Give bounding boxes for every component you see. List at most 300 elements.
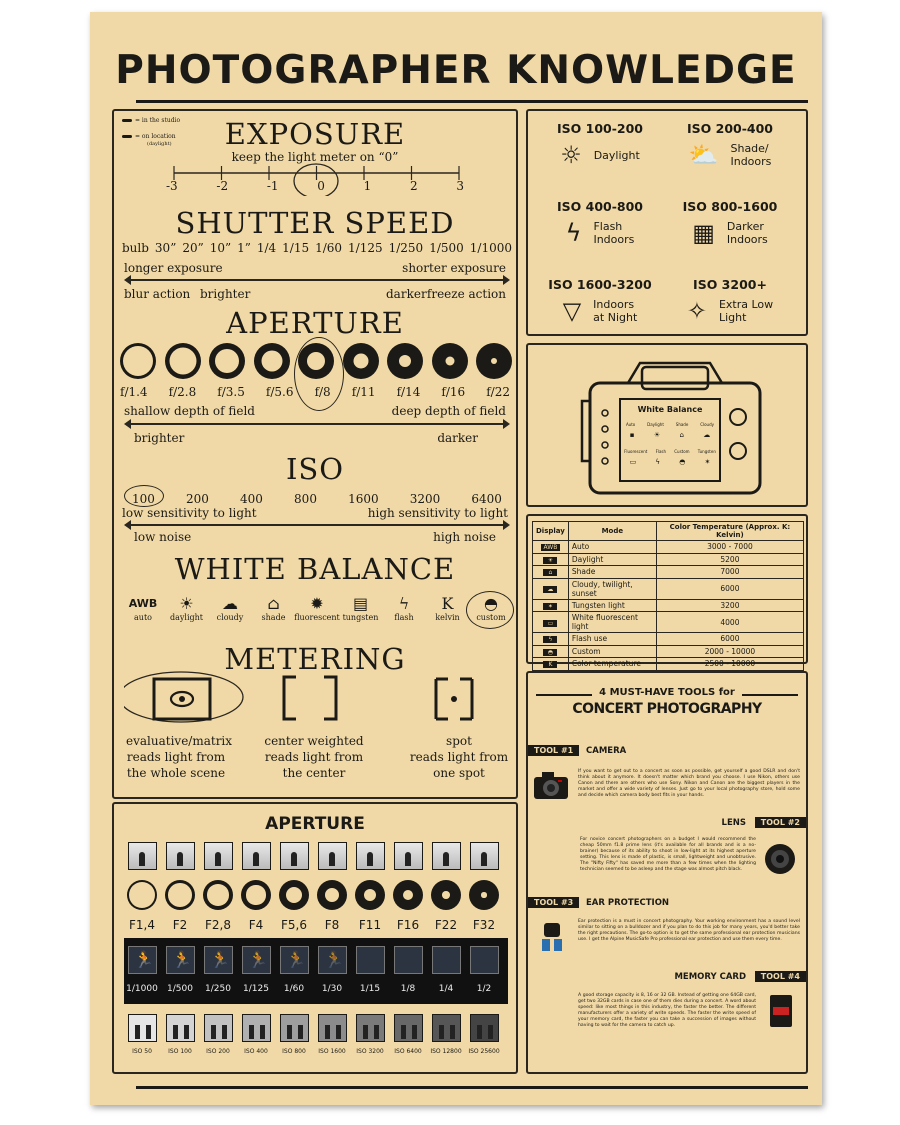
iso-guide-scene	[670, 298, 790, 324]
wb-item-label: kelvin	[435, 613, 460, 622]
camera-screen-label: Daylight	[647, 422, 664, 427]
table-header-row	[533, 522, 804, 541]
table-cell: Color temperature	[568, 658, 656, 671]
shutter-tile	[318, 946, 347, 974]
aperture-circle	[203, 880, 233, 910]
iso-guide-heading: ISO 1600-3200	[548, 277, 652, 292]
iso-arrow	[128, 524, 506, 526]
aperture-f-label: F8	[324, 918, 340, 932]
shutter-value: 30”	[154, 241, 177, 255]
shade-icon: ⌂	[267, 594, 280, 613]
table-cell: 5200	[656, 553, 803, 566]
metering-spot: spot reads light from one spot	[409, 734, 509, 780]
iso-guide-scene-text	[593, 220, 634, 246]
shutter-right-label: shorter exposure	[402, 261, 506, 275]
aperture-opening	[246, 885, 265, 904]
tungsten-icon: ✶	[704, 458, 711, 466]
tool-2-description: For novice concert photographers on a budget I would recommend the cheap 50mm f1.8 prime lens (it's available for all brands and is a no-brainer) because of its ability to shoot in low-light at its highest aperture setting. This lens is made of plastic, is small, lightweight and unobtrusive. The "Nifty Fifty" has saved me more than a few times when the lighting technician seemed to be asleep and the stage was almost pitch black.	[580, 837, 756, 872]
kelvin-icon: K	[543, 661, 557, 668]
camera-row-2-icons	[620, 458, 720, 466]
aperture-f8-ring	[294, 337, 344, 411]
camera-screen-label: Flash	[655, 449, 667, 454]
dof-tile	[242, 842, 271, 870]
iso-tile-label: ISO 25600	[468, 1048, 500, 1055]
aperture-f-label: F5,6	[281, 918, 307, 932]
aperture-f-label: F4	[248, 918, 264, 932]
shutter-label: 1/60	[283, 984, 305, 994]
aperture-circle	[431, 880, 461, 910]
tool-4-description: A good storage capacity is 8, 16 or 32 GB. Instead of getting one 64GB card, get two 32GB cards in case one of them dies during a concert. A word about speed: like most things in this industry, the faster the better. The different manufacturers offer a variety of write speeds. The faster the write speed of your memory card, the faster you can take a succession of images without having to wait for the camera to catch up.	[578, 993, 756, 1028]
exposure-tick: -3	[166, 179, 178, 193]
wb-item	[338, 595, 384, 622]
aperture-circle	[165, 880, 195, 910]
table-cell	[533, 633, 569, 646]
aperture-blade-icon	[118, 341, 158, 381]
table-cell	[533, 578, 569, 599]
table-cell: 2500 - 10000	[656, 658, 803, 671]
iso-guide-item	[670, 121, 790, 168]
iso-guide-scene-text	[727, 220, 768, 246]
shutter-value: 1/15	[282, 241, 310, 255]
aperture-value: f/3.5	[217, 385, 245, 399]
custom-ring	[466, 591, 514, 629]
legend-location: = on location	[122, 133, 176, 140]
metering-evaluative: evaluative/matrix reads light from the whole scene	[126, 734, 233, 780]
dof-tile	[280, 842, 309, 870]
aperture-circle	[127, 880, 157, 910]
iso-guide-scene-line: Daylight	[593, 148, 640, 162]
iso-100-ring	[124, 485, 164, 507]
iso-tile-label: ISO 200	[206, 1048, 230, 1055]
fluorescent-icon: ▭	[543, 620, 557, 627]
title-rule	[136, 100, 808, 103]
iso-tile-label: ISO 400	[244, 1048, 268, 1055]
iso-value: 100	[132, 492, 155, 506]
aperture-circle	[279, 880, 309, 910]
iso-tile	[204, 1014, 233, 1042]
dof-tile	[204, 842, 233, 870]
shutter-label: 1/8	[400, 984, 416, 994]
wb-item	[251, 595, 297, 622]
person-icon	[367, 852, 373, 866]
daylight-icon: ☀	[179, 594, 194, 613]
shutter-label: 1/4	[438, 984, 454, 994]
exposure-title: EXPOSURE	[224, 117, 406, 151]
dof-tile	[166, 842, 195, 870]
tool-3-name: EAR PROTECTION	[586, 898, 670, 908]
iso-value: 1600	[348, 492, 379, 506]
cloud-icon: ☁	[703, 431, 711, 439]
camera-row-2	[620, 449, 720, 454]
shutter-title: SHUTTER SPEED	[175, 206, 455, 240]
table-row	[533, 578, 804, 599]
iso-guide-heading: ISO 400-800	[556, 199, 643, 214]
cloudy-icon: ☁	[543, 586, 557, 593]
iso-guide-item	[670, 199, 790, 246]
iso-guide-scene	[670, 220, 790, 246]
runner-icon: 🏃	[172, 950, 192, 969]
people-icon	[477, 1025, 493, 1039]
people-icon	[249, 1025, 265, 1039]
tool-1-description: If you want to get out to a concert as soon as possible, get yourself a good DSLR and don't think about it anymore. It doesn't matter which brand you choose. I use Nikon, others use Canon and there are others who use Sony. Nikon and Canon are the biggest players in the market and offer a wide variety of lenses. Just go to your local photography store, hold some and decide which camera body best fits in your hands.	[578, 769, 800, 798]
aperture-circle	[393, 880, 423, 910]
iso-guide-scene-line: at Night	[593, 311, 638, 324]
shutter-values	[122, 241, 512, 255]
custom-icon: ◓	[543, 649, 557, 656]
ear-protection-icon	[538, 919, 568, 955]
aperture-opening	[403, 890, 413, 900]
shutter-value: 1/250	[388, 241, 424, 255]
camera-screen-label: Auto	[625, 422, 636, 427]
shutter-value: 1/125	[348, 241, 383, 255]
shutter-tile	[356, 946, 385, 974]
aperture-value: f/11	[351, 385, 376, 399]
table-cell	[533, 645, 569, 658]
aperture-opening	[207, 884, 228, 905]
iso-low-noise: low noise	[134, 530, 192, 544]
exposure-tick: -2	[216, 179, 229, 193]
iso-guide-scene-text	[593, 298, 637, 324]
aperture-f-labels	[114, 918, 520, 934]
aperture-blade-icon	[252, 341, 292, 381]
depth-of-field-tiles	[114, 842, 520, 874]
shutter-label: 1/30	[321, 984, 343, 994]
iso-tile	[394, 1014, 423, 1042]
tool-1-name: CAMERA	[586, 746, 627, 756]
metering-center: center weighted reads light from the center	[264, 734, 364, 780]
aperture-opening	[325, 888, 340, 903]
shutter-tile	[280, 946, 309, 974]
runner-icon: 🏃	[248, 950, 268, 969]
iso-guide-item	[670, 277, 790, 324]
wb-item	[381, 595, 427, 622]
iso-guide-scene-line: Shade/	[730, 142, 769, 155]
shutter-labels	[114, 984, 520, 998]
iso-guide-scene-line: Extra Low	[718, 298, 774, 311]
shutter-label: 1/2	[476, 984, 492, 994]
legend-daylight: (daylight)	[147, 141, 172, 147]
iso-guide-panel	[526, 109, 808, 336]
table-cell	[533, 599, 569, 612]
indoor-icon: ▦	[692, 219, 715, 247]
dof-tile	[318, 842, 347, 870]
shutter-tile	[166, 946, 195, 974]
iso-guide-scene	[540, 220, 660, 246]
aperture-blade-icon	[385, 341, 425, 381]
concert-panel	[526, 671, 808, 1074]
shutter-tile	[128, 946, 157, 974]
aperture-value: f/1.4	[120, 385, 148, 399]
spotlight-icon: ▽	[562, 297, 582, 325]
aperture-f-label: F2	[172, 918, 188, 932]
iso-value: 3200	[409, 492, 441, 506]
person-icon	[443, 852, 449, 866]
people-icon	[135, 1025, 151, 1039]
kelvin-icon: K	[441, 594, 454, 613]
table-cell: Auto	[568, 541, 656, 554]
aperture-value: f/14	[396, 385, 421, 399]
people-icon	[363, 1025, 379, 1039]
exposure-ticks	[166, 179, 464, 193]
aperture-title: APERTURE	[226, 306, 404, 340]
iso-tile-label: ISO 3200	[356, 1048, 384, 1055]
metering-icons	[124, 671, 514, 731]
runner-icon: 🏃	[134, 950, 154, 969]
concert-heading-2: CONCERT PHOTOGRAPHY	[572, 701, 762, 717]
iso-guide-scene-text	[594, 149, 640, 162]
iso-tile	[166, 1014, 195, 1042]
wb-item	[164, 595, 210, 622]
aperture-opening	[129, 882, 155, 908]
iso-tile-label: ISO 50	[132, 1048, 152, 1055]
camera-screen-label: Fluorescent	[624, 449, 648, 454]
aperture-value: f/2.8	[168, 385, 197, 399]
table-cell: Cloudy, twilight, sunset	[568, 578, 656, 599]
iso-guide-heading: ISO 100-200	[556, 121, 643, 136]
iso-tile	[280, 1014, 309, 1042]
table-cell	[533, 541, 569, 554]
cloudy-icon: ☁	[222, 594, 238, 613]
iso-title: ISO	[285, 452, 345, 486]
custom-icon: ◓	[484, 594, 498, 613]
wb-item-label: flash	[394, 613, 414, 622]
aperture-f-label: F11	[358, 918, 382, 932]
flash-icon: ϟ	[543, 636, 557, 643]
aperture-blade-icon	[430, 341, 470, 381]
iso-guide-scene-line: Indoors	[730, 155, 772, 168]
aperture-circle	[241, 880, 271, 910]
iso-value: 800	[294, 492, 317, 506]
iso-guide-scene-line: Indoors	[593, 298, 635, 311]
table-cell	[533, 658, 569, 671]
camera-screen-title: White Balance	[637, 405, 703, 414]
camera-panel	[526, 343, 808, 507]
runner-icon: 🏃	[324, 950, 344, 969]
table-header-cell: Mode	[568, 522, 656, 541]
shutter-value: bulb	[122, 241, 149, 255]
lens-icon	[762, 841, 798, 877]
awb-icon: ▪	[629, 431, 635, 439]
shutter-freeze: freeze action	[426, 287, 506, 301]
aperture-opening	[481, 892, 486, 897]
table-cell: Daylight	[568, 553, 656, 566]
shutter-value: 10”	[209, 241, 232, 255]
table-cell: 7000	[656, 566, 803, 579]
table-cell: Tungsten light	[568, 599, 656, 612]
aperture-f-label: F32	[472, 918, 496, 932]
table-row	[533, 541, 804, 554]
shutter-value: 1/1000	[469, 241, 512, 255]
shutter-label: 1/250	[205, 984, 231, 994]
camera-icon	[532, 769, 570, 803]
table-cell: 2000 - 10000	[656, 645, 803, 658]
table-cell: Shade	[568, 566, 656, 579]
metering-title: METERING	[224, 642, 406, 676]
exposure-tick: 2	[409, 179, 418, 193]
shutter-label: 1/15	[359, 984, 381, 994]
memory-card-icon	[768, 993, 794, 1029]
page-title: PHOTOGRAPHER KNOWLEDGE	[115, 48, 797, 93]
camera-row-1	[620, 422, 720, 427]
iso-tile-label: ISO 1600	[318, 1048, 346, 1055]
table-cell: 6000	[656, 633, 803, 646]
people-icon	[211, 1025, 227, 1039]
iso-value: 6400	[471, 492, 502, 506]
legend-studio: = in the studio	[122, 117, 180, 124]
person-icon	[291, 852, 297, 866]
table-row	[533, 645, 804, 658]
bottom-rule	[136, 1086, 808, 1089]
wb-item-label: fluorescent	[294, 613, 340, 622]
wb-item-label: shade	[261, 613, 286, 622]
flash-icon: ϟ	[398, 594, 410, 613]
wb-icons-row	[120, 595, 514, 631]
iso-guide-item	[540, 199, 660, 246]
person-icon	[139, 852, 145, 866]
daylight-icon: ☀	[543, 557, 557, 564]
table-row	[533, 612, 804, 633]
iso-guide-scene	[540, 298, 660, 324]
table-row	[533, 566, 804, 579]
iso-tile-label: ISO 100	[168, 1048, 192, 1055]
iso-guide-heading: ISO 200-400	[686, 121, 773, 136]
exposure-tick: 0	[317, 179, 325, 193]
table-cell: 6000	[656, 578, 803, 599]
wb-item	[425, 595, 471, 622]
aperture-f-label: F16	[396, 918, 420, 932]
iso-guide-scene	[670, 142, 790, 168]
shutter-label: 1/125	[243, 984, 269, 994]
exposure-tick: -1	[266, 179, 279, 193]
people-icon	[401, 1025, 417, 1039]
iso-tiles	[114, 1014, 520, 1044]
iso-guide-scene-line: Darker	[726, 220, 764, 233]
iso-value: 200	[186, 492, 209, 506]
table-cell	[533, 612, 569, 633]
shutter-tiles	[114, 946, 520, 976]
aperture-opening	[442, 891, 450, 899]
aperture-blade-icon	[341, 341, 381, 381]
exposure-tick: 3	[456, 179, 464, 193]
tungsten-icon: ✶	[543, 603, 557, 610]
aperture-right-label: deep depth of field	[391, 404, 506, 418]
fluorescent-icon: ▭	[629, 458, 637, 466]
iso-left-label: low sensitivity to light	[122, 506, 257, 520]
camera-screen-label: Custom	[674, 449, 690, 454]
aperture-blade-icon	[163, 341, 203, 381]
camera-row-1-icons	[620, 431, 720, 439]
shutter-brighter: brighter	[200, 287, 251, 301]
wb-item	[294, 595, 340, 622]
dof-tile	[128, 842, 157, 870]
shutter-value: 1/60	[315, 241, 343, 255]
shutter-tile	[394, 946, 423, 974]
tool-3-tag: TOOL #3	[528, 897, 579, 908]
tool-4-tag: TOOL #4	[755, 971, 806, 982]
exposure-subtitle: keep the light meter on “0”	[231, 150, 399, 164]
tool-2-name: LENS	[721, 818, 746, 828]
table-cell: White fluorescent light	[568, 612, 656, 633]
table-header-cell: Display	[533, 522, 569, 541]
iso-guide-scene	[540, 142, 660, 168]
iso-tile-label: ISO 6400	[394, 1048, 422, 1055]
shade-icon: ⌂	[679, 431, 684, 439]
iso-tile-label: ISO 800	[282, 1048, 306, 1055]
aperture-value: f/16	[441, 385, 466, 399]
aperture-f-label: F1,4	[129, 918, 155, 932]
people-icon	[439, 1025, 455, 1039]
table-row	[533, 658, 804, 671]
people-icon	[287, 1025, 303, 1039]
flash-icon: ϟ	[655, 458, 661, 466]
table-cell	[533, 566, 569, 579]
person-icon	[405, 852, 411, 866]
aperture-blade-icon	[474, 341, 514, 381]
shutter-darker: darker	[386, 287, 427, 301]
table-cell: 3200	[656, 599, 803, 612]
runner-icon: 🏃	[210, 950, 230, 969]
aperture-opening	[286, 887, 303, 904]
table-row	[533, 633, 804, 646]
person-icon	[481, 852, 487, 866]
concert-heading-1: 4 MUST-HAVE TOOLS for	[599, 687, 735, 698]
dof-tile	[356, 842, 385, 870]
iso-values	[132, 492, 502, 506]
shutter-label: 1/1000	[126, 984, 158, 994]
table-cell: 3000 - 7000	[656, 541, 803, 554]
tungsten-icon: ▤	[352, 594, 369, 613]
shutter-tile	[470, 946, 499, 974]
aperture-brighter: brighter	[134, 431, 185, 445]
aperture-circle	[355, 880, 385, 910]
table-cell: Custom	[568, 645, 656, 658]
iso-tile	[242, 1014, 271, 1042]
aperture-chart-panel	[112, 802, 518, 1074]
aperture-value: f/8	[314, 385, 331, 399]
shutter-tile	[432, 946, 461, 974]
person-icon	[329, 852, 335, 866]
aperture-f-label: F2,8	[205, 918, 231, 932]
iso-tile	[318, 1014, 347, 1042]
iso-guide-heading: ISO 3200+	[693, 277, 767, 292]
sun-icon: ☼	[560, 141, 582, 169]
sparkle-icon: ✧	[686, 297, 707, 325]
people-icon	[173, 1025, 189, 1039]
dof-tile	[394, 842, 423, 870]
awb-icon: AWB	[128, 597, 158, 610]
iso-guide-heading: ISO 800-1600	[682, 199, 778, 214]
aperture-arrow	[128, 423, 506, 425]
aperture-value: f/22	[486, 385, 510, 399]
iso-guide-item	[540, 277, 660, 324]
shutter-blur: blur action	[124, 287, 191, 301]
aperture-blades-row	[118, 341, 516, 381]
aperture-value: f/5.6	[265, 385, 294, 399]
iso-tile-labels	[114, 1048, 520, 1060]
table-row	[533, 599, 804, 612]
cloud-sun-icon: ⛅	[688, 141, 719, 169]
poster	[90, 12, 822, 1105]
iso-guide-scene-line: Indoors	[726, 233, 768, 246]
fluorescent-icon: ✹	[310, 594, 324, 613]
iso-guide-scene-text	[730, 142, 771, 168]
aperture-circle	[317, 880, 347, 910]
people-icon	[325, 1025, 341, 1039]
shutter-tile	[242, 946, 271, 974]
table-row	[533, 553, 804, 566]
sun-icon: ☀	[653, 431, 661, 439]
aperture-circle	[469, 880, 499, 910]
